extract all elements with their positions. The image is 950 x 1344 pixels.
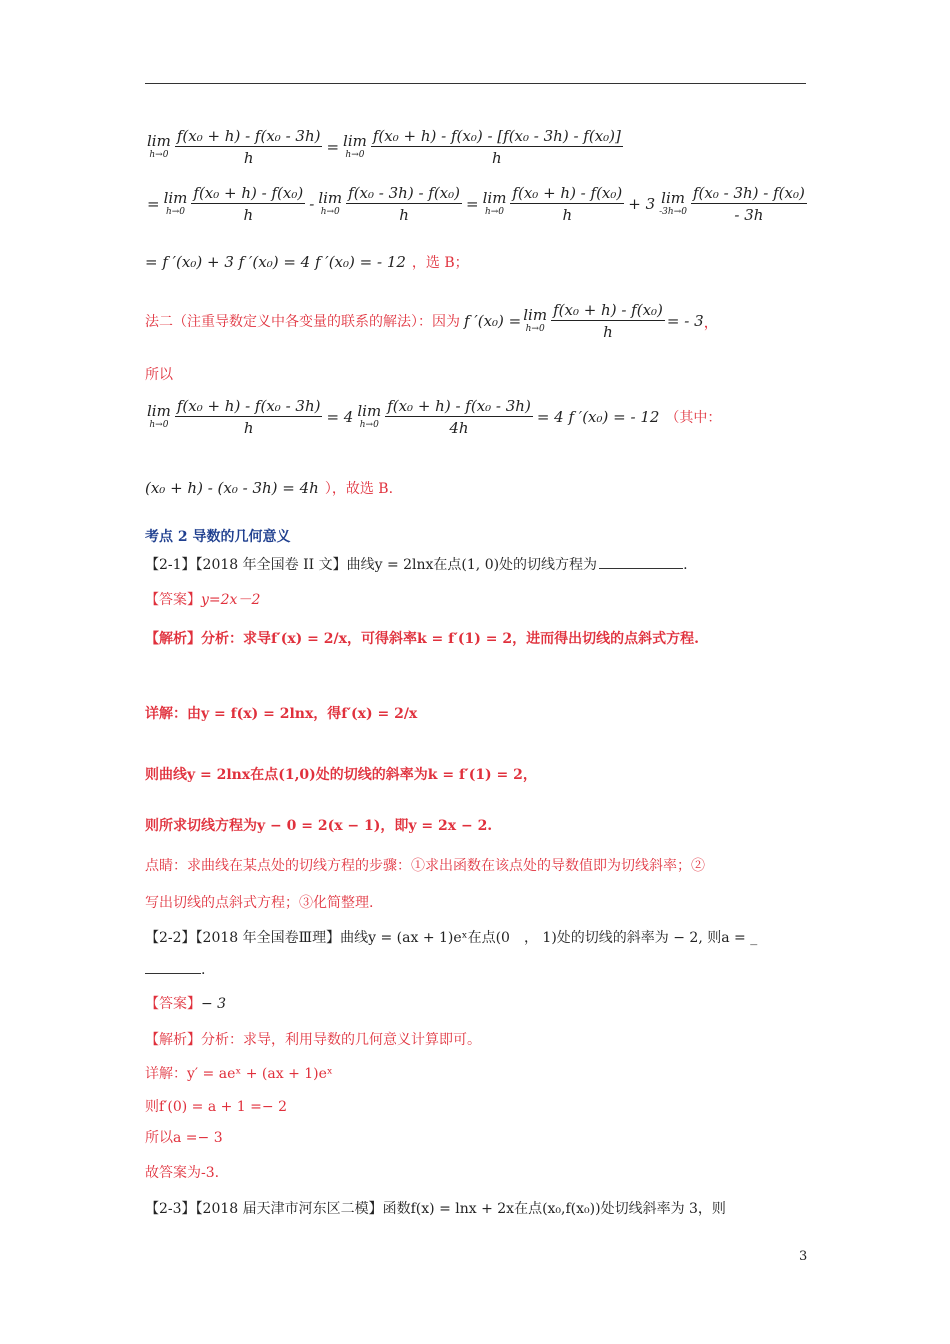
- equation-line-3: = f ′(x₀) + 3 f ′(x₀) = 4 f ′(x₀) = - 12 ，选 B；: [145, 253, 469, 271]
- section-heading: 考点 2 导数的几何意义: [145, 529, 291, 545]
- method2-equation: lim h→0 $\frac{\text{f(x₀ + h) - f(x₀ - 3h)}}{h}$ = 4 lim h→0 $\frac{\text{f(x₀ + h) - f(x₀ - 3h)}}{4h}$ = 4 f ′(x₀) = - 12 （其中：: [147, 397, 722, 437]
- detail-2-2-b: 则f′(0) = a + 1 =− 2: [145, 1099, 287, 1115]
- final-2-2: 故答案为-3.: [145, 1165, 220, 1181]
- method2-line: 法二（注重导数定义中各变量的联系的解法）：因为 f ′(x₀) = lim h→0 $\frac{\text{f(x₀ + h) - f(x₀)}}{h}$ = - 3 ，: [145, 301, 719, 341]
- page-number: 3: [799, 1249, 808, 1264]
- header-rule: [145, 83, 806, 84]
- analysis-2-1: 【解析】分析：求导f′(x) = 2/x，可得斜率k = f′(1) = 2，进而得出切线的点斜式方程.: [145, 631, 699, 647]
- detail-2-1-b: 则曲线y = 2lnx在点(1,0)处的切线的斜率为k = f′(1) = 2，: [145, 767, 537, 783]
- answer-blank: [599, 568, 683, 569]
- detail-2-1-a: 详解：由y = f(x) = 2lnx，得f′(x) = 2/x: [145, 706, 418, 722]
- question-2-1: 【2-1】【2018 年全国卷 II 文】曲线y = 2lnx在点(1, 0)处的切线方程为 .: [145, 557, 688, 573]
- detail-2-1-c: 则所求切线方程为y − 0 = 2(x − 1)，即y = 2x − 2.: [145, 818, 493, 834]
- analysis-2-2: 【解析】分析：求导，利用导数的几何意义计算即可。: [145, 1032, 481, 1048]
- question-2-2-blank: .: [145, 962, 205, 978]
- equation-line-1: lim h→0 $\frac{\text{f(x₀ + h) - f(x₀ - 3h)}}{h}$ = lim h→0 $\frac{\text{f(x₀ + h) - f(x₀) - [f(x₀ - 3h) - f(x₀)]}}{h}$: [147, 127, 621, 167]
- detail-2-2-a: 详解：y′ = aeˣ + (ax + 1)eˣ: [145, 1066, 333, 1082]
- so-label: 所以: [145, 367, 173, 383]
- question-2-2: 【2-2】【2018 年全国卷Ⅲ理】曲线y = (ax + 1)eˣ在点(0 ， 1)处的切线的斜率为 − 2, 则a = _: [145, 930, 758, 946]
- detail-2-2-c: 所以a =− 3: [145, 1130, 223, 1146]
- tip-2-1-a: 点睛：求曲线在某点处的切线方程的步骤：①求出函数在该点处的导数值即为切线斜率；②: [145, 858, 705, 874]
- tip-2-1-b: 写出切线的点斜式方程；③化简整理.: [145, 895, 374, 911]
- identity-line: (x₀ + h) - (x₀ - 3h) = 4h ），故选 B.: [145, 479, 394, 497]
- equation-line-2: = lim h→0 $\frac{\text{f(x₀ + h) - f(x₀)}}{h}$ - lim h→0 $\frac{\text{f(x₀ - 3h) - f(x₀)}}{h}$ = lim h→0 $\frac{\text{f(x₀ + h) - f(x₀)}}{h}$ + 3 lim -3h→0 $\frac{\text{f(x₀ - 3h) - f(x₀)}}{- 3h}$: [147, 184, 805, 224]
- question-2-3: 【2-3】【2018 届天津市河东区二模】函数f(x) = lnx + 2x在点(x₀,f(x₀))处切线斜率为 3，则: [145, 1201, 726, 1217]
- answer-2-2: 【答案】− 3: [145, 996, 227, 1012]
- answer-2-1: 【答案】y=2x－2: [145, 592, 261, 608]
